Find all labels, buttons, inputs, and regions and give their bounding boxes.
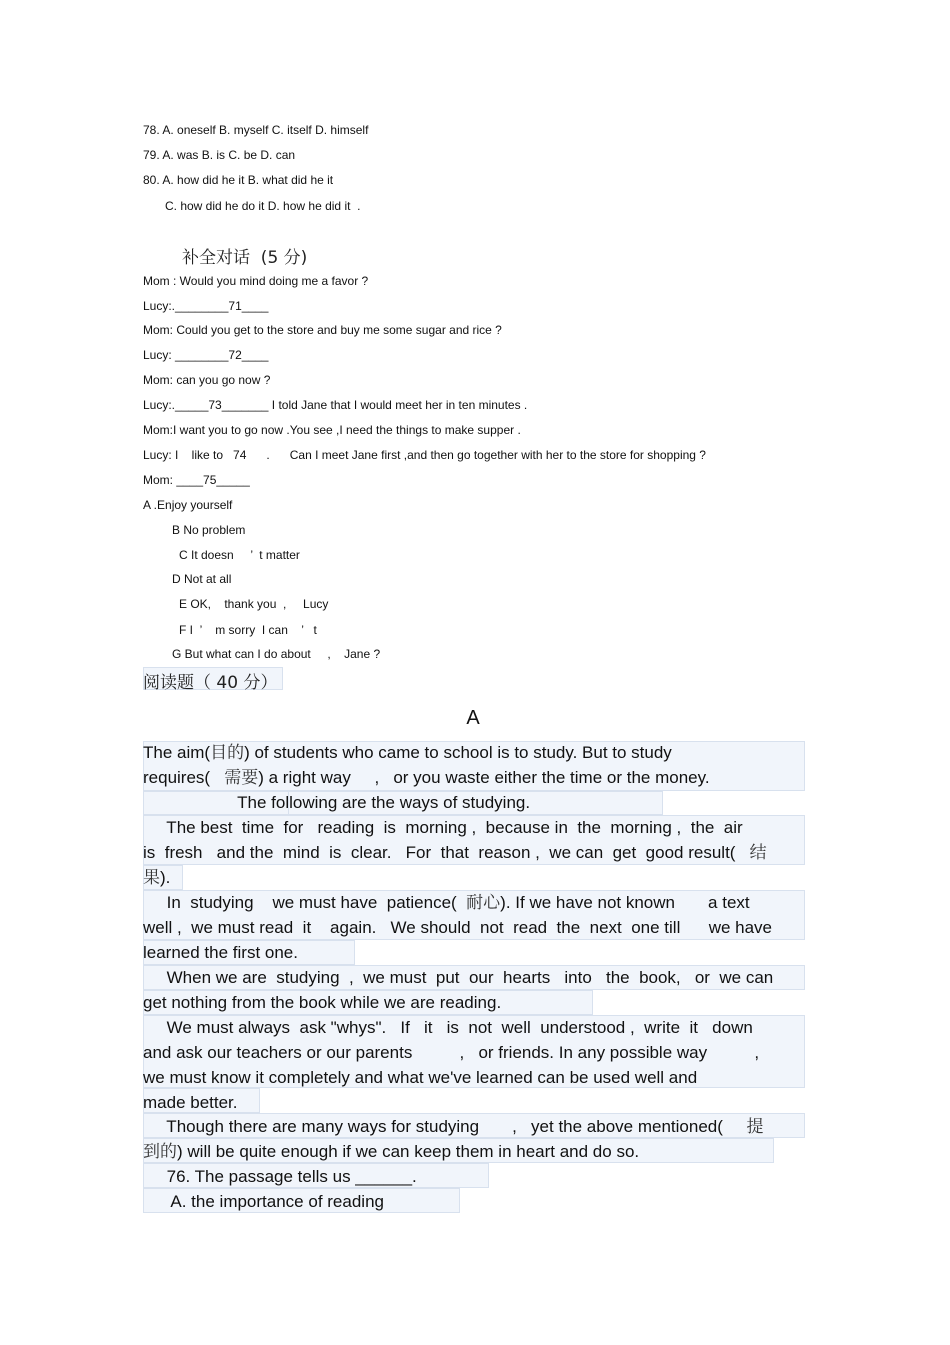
passage-line: learned the first one. bbox=[143, 943, 298, 962]
option-line-80: 80. A. how did he it B. what did he it bbox=[143, 173, 334, 187]
dialogue-line: Lucy:._____73_______ I told Jane that I would meet her in ten minutes . bbox=[143, 398, 528, 412]
dialogue-line: Mom : Would you mind doing me a favor ? bbox=[143, 274, 369, 288]
choice-a: A .Enjoy yourself bbox=[143, 498, 233, 512]
passage-line: get nothing from the book while we are reading. bbox=[143, 993, 502, 1012]
question-76-option-a: A. the importance of reading bbox=[143, 1192, 384, 1211]
passage-line: requires( 需要) a right way , or you waste either the time or the money. bbox=[143, 768, 710, 788]
dialogue-line: Mom:I want you to go now .You see ,I need the things to make supper . bbox=[143, 423, 521, 437]
option-line-78: 78. A. oneself B. myself C. itself D. himself bbox=[143, 123, 369, 137]
passage-line: well , we must read it again. We should not read the next one till we have bbox=[143, 918, 773, 937]
option-line-79: 79. A. was B. is C. be D. can bbox=[143, 148, 296, 162]
dialogue-line: Lucy: ________72____ bbox=[143, 348, 269, 362]
passage-line: and ask our teachers or our parents , or friends. In any possible way , bbox=[143, 1043, 760, 1062]
passage-line: made better. bbox=[143, 1093, 238, 1112]
passage-title: A bbox=[466, 707, 480, 729]
dialogue-line: Lucy: I like to 74 . Can I meet Jane first ,and then go together with her to the store for shopping ? bbox=[143, 448, 706, 462]
passage-line: we must know it completely and what we've learned can be used well and bbox=[143, 1068, 698, 1087]
passage-line: When we are studying , we must put our hearts into the book, or we can bbox=[143, 968, 774, 987]
passage-line: The aim(目的) of students who came to school is to study. But to study bbox=[143, 743, 672, 763]
passage-line: 到的) will be quite enough if we can keep them in heart and do so. bbox=[143, 1142, 640, 1162]
dialogue-line: Lucy:.________71____ bbox=[143, 299, 269, 313]
passage-line: is fresh and the mind is clear. For that reason , we can get good result( 结 bbox=[143, 843, 767, 863]
passage-line: Though there are many ways for studying , yet the above mentioned( 提 bbox=[143, 1117, 764, 1137]
choice-f: F I ’ m sorry I can ’ t bbox=[179, 623, 317, 637]
passage-line: The best time for reading is morning , because in the morning , the air bbox=[143, 818, 743, 837]
choice-d: D Not at all bbox=[172, 572, 232, 586]
dialogue-line: Mom: ____75_____ bbox=[143, 473, 250, 487]
passage-line: In studying we must have patience( 耐心). If we have not known a text bbox=[143, 893, 750, 913]
dialogue-line: Mom: Could you get to the store and buy me some sugar and rice ? bbox=[143, 323, 502, 337]
dialogue-line: Mom: can you go now ? bbox=[143, 373, 271, 387]
passage-line: We must always ask "whys". If it is not well understood , write it down bbox=[143, 1018, 753, 1037]
choice-b: B No problem bbox=[172, 523, 246, 537]
dialogue-heading: 补全对话 (5 分) bbox=[182, 248, 308, 268]
passage-line: 果). bbox=[143, 868, 171, 888]
choice-e: E OK, thank you , Lucy bbox=[179, 597, 329, 611]
question-76: 76. The passage tells us ______. bbox=[143, 1167, 417, 1186]
option-line-80-cont: C. how did he do it D. how he did it . bbox=[165, 199, 361, 213]
choice-g: G But what can I do about , Jane ? bbox=[172, 647, 381, 661]
reading-heading: 阅读题（ 40 分） bbox=[143, 673, 278, 693]
choice-c: C It doesn ’ t matter bbox=[179, 548, 300, 562]
passage-line: The following are the ways of studying. bbox=[143, 793, 531, 812]
